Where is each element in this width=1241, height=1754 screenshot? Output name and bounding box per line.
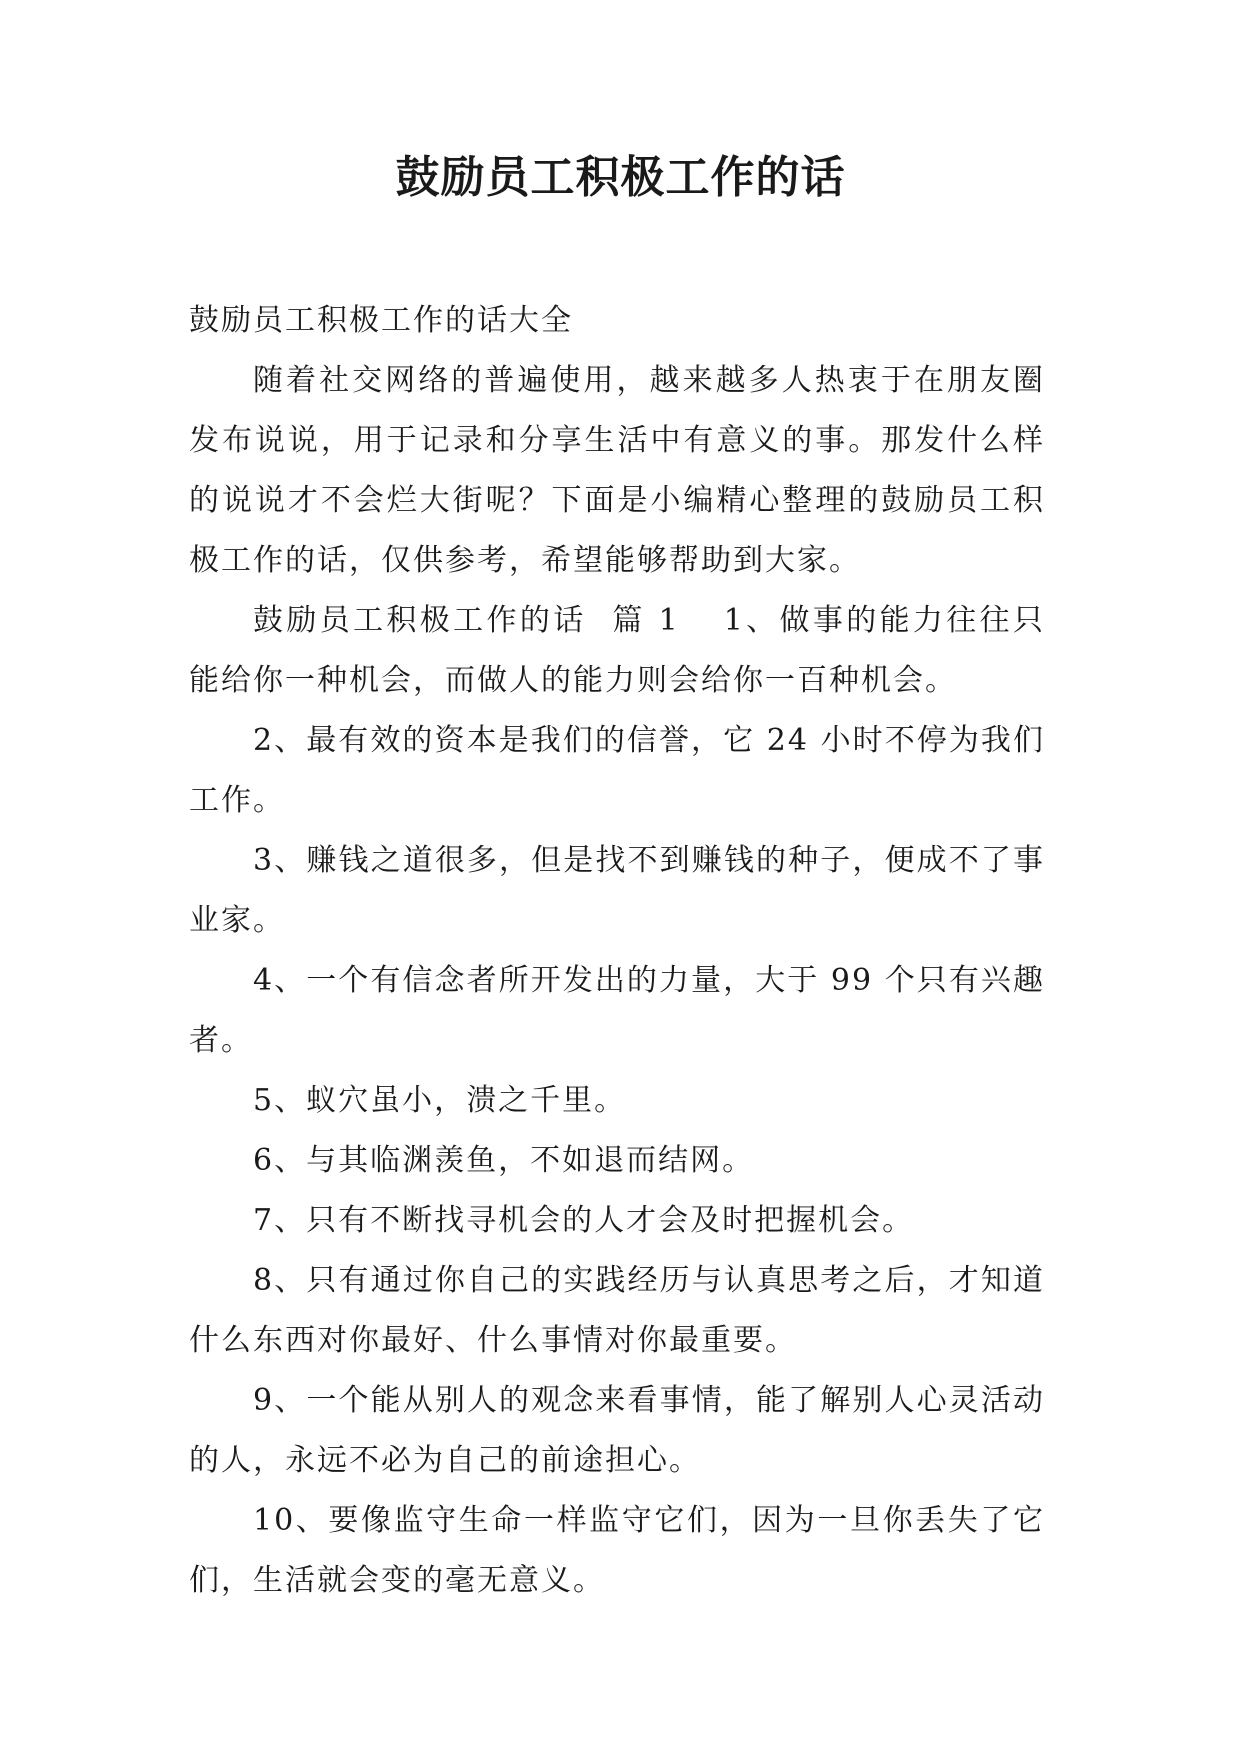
list-item: 6、与其临渊羡鱼，不如退而结网。 — [253, 1143, 755, 1178]
section-paragraph — [189, 591, 1045, 711]
list-item: 1、做事的能力往往只能给你一种机会，而做人的能力则会给你一百种机会。 — [189, 603, 1045, 698]
list-item: 4、一个有信念者所开发出的力量，大于 99 个只有兴趣者。 — [189, 963, 1045, 1058]
list-item: 3、赚钱之道很多，但是找不到赚钱的种子，便成不了事业家。 — [189, 843, 1045, 938]
list-item: 7、只有不断找寻机会的人才会及时把握机会。 — [253, 1203, 915, 1238]
intro-paragraph: 随着社交网络的普遍使用，越来越多人热衷于在朋友圈发布说说，用于记录和分享生活中有意义的事。那发什么样的说说才不会烂大街呢？下面是小编精心整理的鼓励员工积极工作的话，仅供参考，希望能够帮助到大家。 — [189, 363, 1045, 578]
document-title: 鼓励员工积极工作的话 — [395, 152, 846, 203]
document-subtitle: 鼓励员工积极工作的话大全 — [189, 303, 573, 338]
list-item: 5、蚁穴虽小，溃之千里。 — [253, 1083, 627, 1118]
list-item: 9、一个能从别人的观念来看事情，能了解别人心灵活动的人，永远不必为自己的前途担心。 — [189, 1383, 1045, 1478]
document-body — [189, 291, 1045, 1611]
list-item: 10、要像监守生命一样监守它们，因为一旦你丢失了它们，生活就会变的毫无意义。 — [189, 1503, 1045, 1598]
list-item: 2、最有效的资本是我们的信誉，它 24 小时不停为我们工作。 — [189, 723, 1045, 818]
section-heading: 鼓励员工积极工作的话 篇 1 — [253, 603, 680, 638]
list-item: 8、只有通过你自己的实践经历与认真思考之后，才知道什么东西对你最好、什么事情对你最重要。 — [189, 1263, 1045, 1358]
